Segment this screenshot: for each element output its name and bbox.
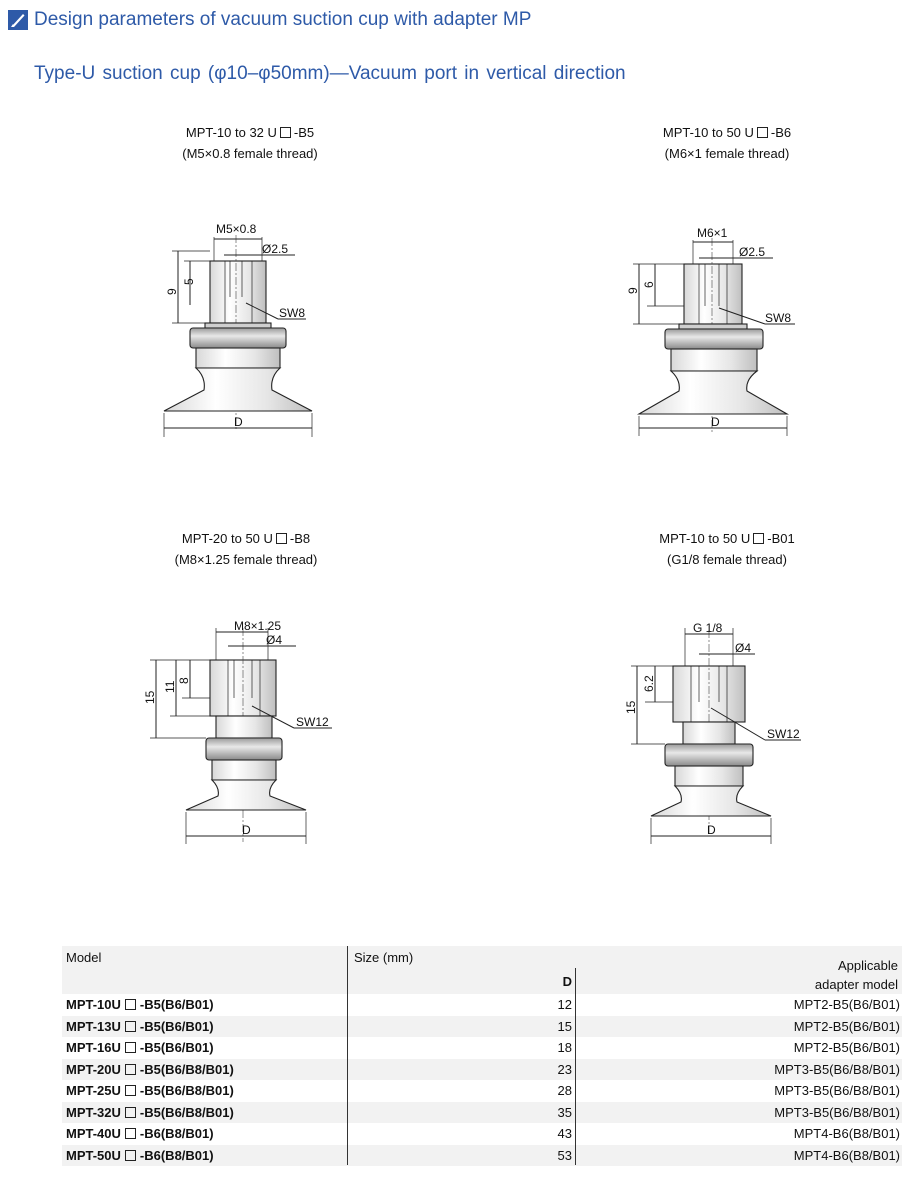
model-cell: MPT-13U -B5(B6/B01): [66, 1018, 214, 1034]
table-row: [62, 994, 902, 1016]
table-row: [62, 1102, 902, 1124]
diameter-label: D: [711, 415, 720, 429]
option-box-icon: [125, 1064, 136, 1075]
model-cell: MPT-50U -B6(B8/B01): [66, 1147, 214, 1163]
option-box-icon: [280, 127, 291, 138]
col-d-header: D: [562, 974, 572, 989]
drawing-4-cup-g18: [624, 621, 827, 844]
spec-table: [62, 946, 902, 1166]
d-cell: 35: [557, 1104, 572, 1120]
drawing-2-caption: MPT-10 to 50 U -B6 (M6×1 female thread): [662, 125, 792, 161]
section-title: Design parameters of vacuum suction cup with adapter MP: [34, 9, 532, 30]
d-cell: 15: [557, 1018, 572, 1034]
option-box-icon: [753, 533, 764, 544]
d-cell: 18: [557, 1040, 572, 1055]
adapter-cell: MPT2-B5(B6/B01): [793, 997, 900, 1012]
table-row: [62, 1080, 902, 1102]
d-cell: 43: [557, 1126, 572, 1141]
dim-inner: 6.2: [642, 675, 656, 692]
bore-label: Ø2.5: [739, 245, 766, 259]
drawing-1-cup-m5: [150, 215, 350, 440]
wrench-label: SW8: [279, 306, 306, 320]
option-box-icon: [125, 1085, 136, 1096]
d-cell: 28: [557, 1083, 572, 1098]
dim-outer: 15: [143, 690, 157, 704]
col-adapter-header: Applicable adapter model: [814, 958, 898, 992]
table-row: [62, 1145, 902, 1167]
diameter-label: D: [234, 415, 243, 429]
dim-inner: 6: [642, 281, 656, 288]
dim-outer: 9: [626, 287, 640, 294]
table-row: [62, 1123, 902, 1145]
drawing-2-cup-m6: [627, 218, 827, 440]
bore-label: Ø4: [266, 633, 283, 647]
d-cell: 12: [557, 997, 572, 1012]
table-header: [62, 946, 902, 994]
thread-label: M8×1.25: [234, 619, 282, 633]
option-box-icon: [125, 1150, 136, 1161]
option-box-icon: [125, 1042, 136, 1053]
adapter-cell: MPT3-B5(B6/B8/B01): [774, 1061, 900, 1077]
col-size-header: Size (mm): [354, 950, 414, 965]
table-row: [62, 1059, 902, 1081]
dim-inner: 8: [177, 677, 191, 684]
drawing-3-caption: MPT-20 to 50 U -B8 (M8×1.25 female thread): [174, 531, 318, 567]
model-cell: MPT-25U -B5(B6/B8/B01): [66, 1083, 234, 1098]
bore-label: Ø2.5: [262, 242, 289, 256]
table-row: [62, 1037, 902, 1059]
table-row: [62, 1016, 902, 1038]
adapter-cell: MPT3-B5(B6/B8/B01): [774, 1104, 900, 1120]
table-divider: [575, 968, 576, 1165]
dim-outer: 15: [624, 700, 638, 714]
drawing-4-caption: MPT-10 to 50 U -B01 (G1/8 female thread): [659, 531, 795, 567]
adapter-cell: MPT4-B6(B8/B01): [793, 1126, 900, 1141]
diameter-label: D: [707, 823, 716, 837]
wrench-label: SW12: [767, 727, 800, 741]
drawing-1-caption: MPT-10 to 32 U -B5 (M5×0.8 female thread): [182, 125, 318, 161]
thread-label: M6×1: [697, 226, 728, 240]
model-cell: MPT-32U -B5(B6/B8/B01): [66, 1104, 234, 1120]
model-cell: MPT-16U -B5(B6/B01): [66, 1040, 214, 1055]
bore-label: Ø4: [735, 641, 752, 655]
section-subtitle: Type-U suction cup (φ10–φ50mm)—Vacuum port in vertical direction: [34, 63, 626, 84]
d-cell: 23: [557, 1061, 572, 1077]
thread-label: M5×0.8: [216, 222, 257, 236]
table-divider: [347, 946, 348, 1165]
model-cell: MPT-40U -B6(B8/B01): [66, 1126, 214, 1141]
dim-inner: 5: [182, 278, 196, 285]
dim-mid: 11: [163, 680, 177, 693]
adapter-cell: MPT4-B6(B8/B01): [793, 1147, 900, 1163]
option-box-icon: [125, 1107, 136, 1118]
dim-outer: 9: [165, 288, 179, 295]
wrench-label: SW8: [765, 311, 792, 325]
option-box-icon: [757, 127, 768, 138]
adapter-cell: MPT2-B5(B6/B01): [793, 1040, 900, 1055]
option-box-icon: [125, 1128, 136, 1139]
option-box-icon: [125, 999, 136, 1010]
drawing-3-cup-m8: [143, 618, 346, 848]
wrench-label: SW12: [296, 715, 329, 729]
model-cell: MPT-20U -B5(B6/B8/B01): [66, 1061, 234, 1077]
adapter-cell: MPT3-B5(B6/B8/B01): [774, 1083, 900, 1098]
option-box-icon: [125, 1021, 136, 1032]
option-box-icon: [276, 533, 287, 544]
d-cell: 53: [557, 1147, 572, 1163]
adapter-cell: MPT2-B5(B6/B01): [793, 1018, 900, 1034]
model-cell: MPT-10U -B5(B6/B01): [66, 997, 214, 1012]
col-model-header: Model: [66, 950, 102, 965]
thread-label: G 1/8: [693, 621, 723, 635]
header-pen-icon: [8, 10, 28, 30]
diameter-label: D: [242, 823, 251, 837]
